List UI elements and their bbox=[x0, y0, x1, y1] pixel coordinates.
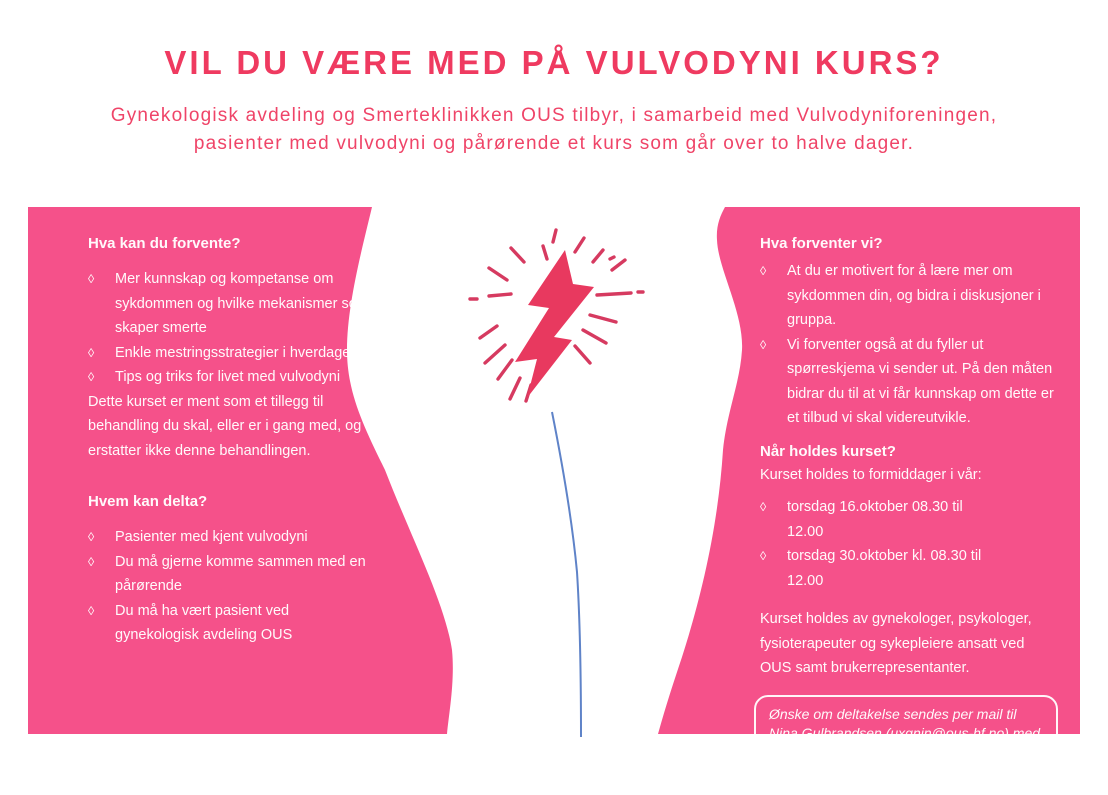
list-item: ◊ At du er motivert for å lære mer om sykdommen din, og bidra i diskusjoner i gruppa. bbox=[760, 259, 1056, 333]
expectations-bullet-list bbox=[760, 259, 1056, 431]
diamond-bullet-icon: ◊ bbox=[88, 603, 95, 618]
pink-panel bbox=[28, 207, 1080, 780]
left-column bbox=[88, 233, 374, 648]
lightning-bolt-icon bbox=[515, 250, 594, 398]
schedule-intro: Kurset holdes to formiddager i vår: bbox=[760, 466, 982, 483]
section-heading-expectations: Hva forventer vi? bbox=[760, 235, 883, 252]
course-date: torsdag 30.oktober kl. 08.30 til 12.00 bbox=[787, 548, 982, 589]
list-item: ◊ Mer kunnskap og kompetanse om sykdommen og hvilke mekanismer som skaper smerte bbox=[88, 267, 374, 341]
nerve-line bbox=[552, 412, 581, 737]
expect-note: Dette kurset er ment som et tillegg til behandling du skal, eller er i gang med, og erstatter ikke denne behandlingen. bbox=[88, 393, 362, 459]
list-item: ◊ Tips og triks for livet med vulvodyni bbox=[88, 365, 374, 390]
schedule-date-list bbox=[760, 495, 1056, 593]
diamond-bullet-icon: ◊ bbox=[88, 530, 95, 544]
list-item: ◊ Pasienter med kjent vulvodyni bbox=[88, 525, 374, 550]
diamond-bullet-icon: ◊ bbox=[760, 264, 767, 278]
expect-bullet-list bbox=[88, 267, 374, 390]
diamond-bullet-icon: ◊ bbox=[760, 549, 767, 563]
page-title: VIL DU VÆRE MED PÅ VULVODYNI KURS? bbox=[164, 44, 944, 81]
list-item: ◊ Enkle mestringsstrategier i hverdagen bbox=[88, 341, 374, 366]
contact-info-box: Ønske om deltakelse sendes per mail til Nina Gulbrandsen (uxgnin@ous-hf.no) med navnet ditt og den pårørende du eventuelt vil ha med. bbox=[754, 695, 1058, 795]
section-heading-schedule: Når holdes kurset? bbox=[760, 442, 896, 460]
diamond-bullet-icon: ◊ bbox=[88, 554, 95, 569]
list-item bbox=[760, 544, 1056, 593]
list-item: ◊ Vi forventer også at du fyller ut spørreskjema vi sender ut. På den måten bidrar du til at vi får kunnskap om dette er et tilbud vi skal videreutvikle. bbox=[760, 333, 1056, 431]
participate-bullet-list bbox=[88, 525, 374, 648]
diamond-bullet-icon: ◊ bbox=[88, 272, 95, 286]
organizers-note: Kurset holdes av gynekologer, psykologer, fysioterapeuter og sykepleiere ansatt ved OUS samt brukerrepresentanter. bbox=[760, 611, 1032, 676]
diamond-bullet-icon: ◊ bbox=[760, 500, 767, 514]
page-subtitle: Gynekologisk avdeling og Smerteklinikken OUS tilbyr, i samarbeid med Vulvodyniforeningen, pasienter med vulvodyni og pårørende et kurs som går over to halve dager. bbox=[110, 105, 998, 154]
flyer-header bbox=[0, 0, 1108, 158]
diamond-bullet-icon: ◊ bbox=[760, 337, 767, 352]
section-heading-expect: Hva kan du forvente? bbox=[88, 235, 241, 252]
course-date: torsdag 16.oktober 08.30 til 12.00 bbox=[787, 499, 963, 540]
list-item: ◊ Du må ha vært pasient ved gynekologisk avdeling OUS bbox=[88, 599, 374, 648]
section-heading-participate: Hvem kan delta? bbox=[88, 493, 208, 510]
list-item: ◊ Du må gjerne komme sammen med en pårørende bbox=[88, 550, 374, 599]
list-item bbox=[760, 495, 1056, 544]
diamond-bullet-icon: ◊ bbox=[88, 370, 95, 384]
right-column bbox=[760, 233, 1056, 795]
diamond-bullet-icon: ◊ bbox=[88, 345, 95, 360]
